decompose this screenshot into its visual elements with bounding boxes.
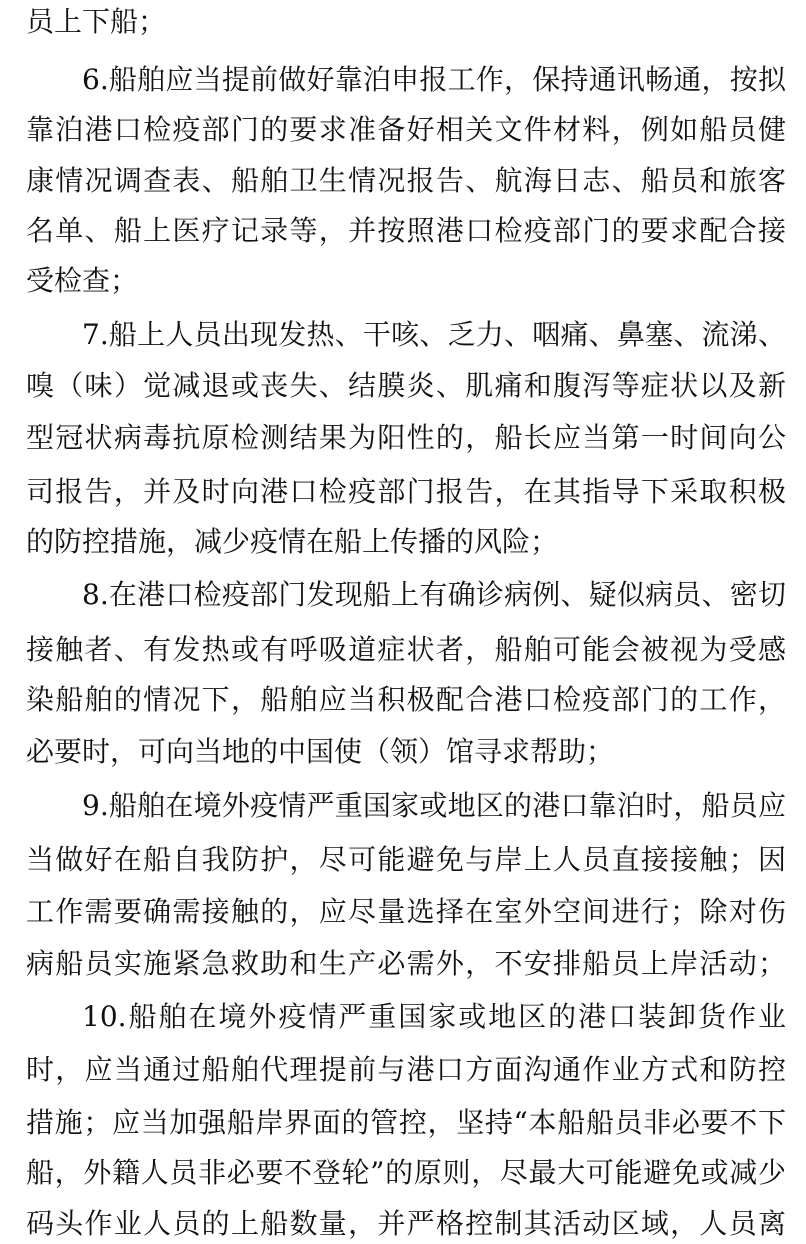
text-line: 受检查； (26, 264, 139, 297)
item-8-line: 8.在港口检疫部门发现船上有确诊病例、疑似病员、密切 (82, 578, 786, 611)
text-line: 措施；应当加强船岸界面的管控，坚持“本船船员非必要不下 (26, 1106, 786, 1139)
text-line: 司报告，并及时向港口检疫部门报告，在其指导下采取积极 (26, 475, 786, 508)
text-line: 员上下船； (26, 5, 167, 38)
item-10-line: 10.船舶在境外疫情严重国家或地区的港口装卸货作业 (82, 1000, 786, 1033)
item-6-line: 6.船舶应当提前做好靠泊申报工作，保持通讯畅通，按拟 (82, 63, 786, 96)
text-line: 嗅（味）觉减退或丧失、结膜炎、肌痛和腹泻等症状以及新 (26, 369, 786, 402)
text-line: 康情况调查表、船舶卫生情况报告、航海日志、船员和旅客 (26, 164, 786, 197)
text-line: 接触者、有发热或有呼吸道症状者，船舶可能会被视为受感 (26, 633, 786, 666)
text-line: 染船舶的情况下，船舶应当积极配合港口检疫部门的工作， (26, 683, 786, 716)
text-line: 工作需要确需接触的，应尽量选择在室外空间进行；除对伤 (26, 895, 786, 928)
text-line: 的防控措施，减少疫情在船上传播的风险； (26, 525, 559, 558)
text-line: 船，外籍人员非必要不登轮”的原则，尽最大可能避免或减少 (26, 1156, 786, 1189)
text-line: 时，应当通过船舶代理提前与港口方面沟通作业方式和防控 (26, 1053, 786, 1086)
text-line: 当做好在船自我防护，尽可能避免与岸上人员直接接触；因 (26, 843, 786, 876)
item-9-line: 9.船舶在境外疫情严重国家或地区的港口靠泊时，船员应 (82, 789, 786, 822)
text-line: 病船员实施紧急救助和生产必需外，不安排船员上岸活动； (26, 947, 786, 980)
text-line: 码头作业人员的上船数量，并严格控制其活动区域，人员离 (26, 1207, 786, 1240)
text-line: 必要时，可向当地的中国使（领）馆寻求帮助； (26, 735, 615, 768)
item-7-line: 7.船上人员出现发热、干咳、乏力、咽痛、鼻塞、流涕、 (82, 318, 786, 351)
text-line: 名单、船上医疗记录等，并按照港口检疫部门的要求配合接 (26, 214, 786, 247)
text-line: 型冠状病毒抗原检测结果为阳性的，船长应当第一时间向公 (26, 421, 786, 454)
text-line: 靠泊港口检疫部门的要求准备好相关文件材料，例如船员健 (26, 113, 786, 146)
